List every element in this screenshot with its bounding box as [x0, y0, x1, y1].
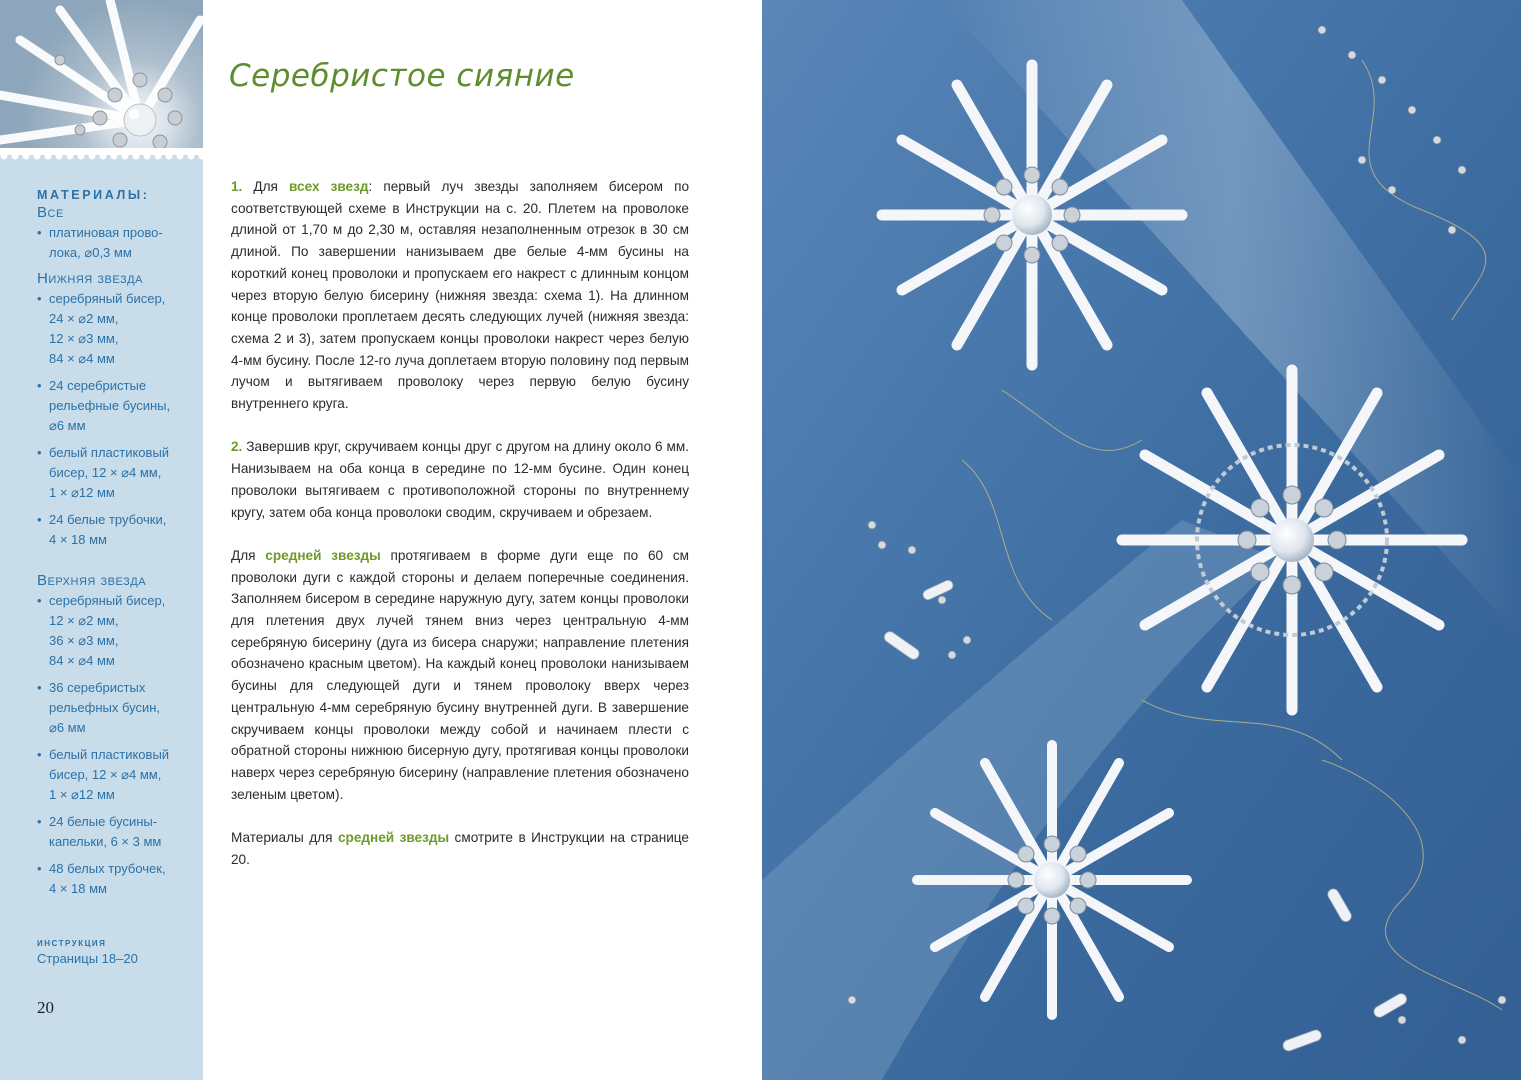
page-number: 20: [37, 998, 54, 1017]
text-run: Материалы для: [231, 830, 338, 846]
list-item: • 48 белых трубочек, 4 × 18 мм: [37, 859, 197, 899]
text-run: смотрите в Инструкции на странице 20.: [231, 830, 689, 867]
highlight-all-stars: всех звезд: [289, 179, 369, 194]
group-bottom-star-items: [37, 289, 197, 550]
list-item: • 24 белые трубочки, 4 × 18 мм: [37, 510, 197, 550]
text-run: Завершив круг, скручиваем концы друг с другом на длину около 6 мм. Нанизываем на оба конца в середине по 12-мм бусине. Один конец проволоки вытягиваем с противоположной стороны по внутреннему кругу, затем оба конца проволоки сводим, скручиваем и обрезаем.: [231, 439, 689, 520]
paragraph-2: [231, 436, 689, 523]
list-item: • платиновая прово- лока, ⌀0,3 мм: [37, 223, 197, 263]
paragraph-3: [231, 545, 689, 805]
page-title: Серебристое сияние: [229, 58, 575, 94]
list-item: • 24 серебристые рельефные бусины, ⌀6 мм: [37, 376, 197, 436]
group-title-bottom-star: Нижняя звезда: [37, 270, 143, 287]
materials-sidebar: [0, 0, 203, 1080]
highlight-middle-star: средней звезды: [265, 547, 381, 563]
materials-list: [37, 188, 197, 906]
list-item: • 36 серебристых рельефных бусин, ⌀6 мм: [37, 678, 197, 738]
instruction-label: инструкция: [37, 937, 107, 949]
list-item: • серебряный бисер, 24 × ⌀2 мм, 12 × ⌀3 мм, 84 × ⌀4 мм: [37, 289, 197, 369]
list-item: • белый пластиковый бисер, 12 × ⌀4 мм, 1 × ⌀12 мм: [37, 443, 197, 503]
text-run: протягиваем в форме дуги еще по 60 см проволоки дуги с каждой стороны и делаем поперечные соединения. Заполняем бисером в середине наружную дугу, затем концы проволоки для плетения двух лучей тянем вниз через центральную 4-мм серебряную бисерину (дуга из бисера снаружи; направление плетения обозначено красным цветом). На каждый конец проволоки нанизываем бусины для следующей дуги и тянем проволоку вверх через центральную 4-мм серебряную бусину внутренней дуги. В завершение скручиваем концы проволоки между собой и начинаем плести с обратной стороны нижнюю бисерную дугу, протягивая концы проволоки наверх через серебряную бисерину (направление плетения обозначено зеленым цветом).: [231, 547, 689, 802]
instructions-body: [231, 176, 689, 892]
step-number: 1.: [231, 179, 243, 194]
text-run: : первый луч звезды заполняем бисером по соответствующей схеме в Инструкции на с. 20. Плетем на проволоке длиной от 1,70 м до 2,30 м, оставляя незаполненным отрезок в 30 см длиной. По завершении нанизываем две белые 4-мм бусины на короткий конец проволоки и пропускаем его накрест с длинным концом через вторую белую бисерину (нижняя звезда: схема 1). На длинном конце проволоки проплетаем десять следующих лучей (нижняя звезда: схема 2 и 3), затем пропускаем концы проволоки накрест через белую 4-мм бусину. После 12-го луча доплетаем вторую половину под первым лучом и вытягиваем проволоку через первую белую бусину внутреннего круга.: [231, 179, 690, 412]
group-top-star-items: [37, 591, 197, 899]
step-number: 2.: [231, 439, 243, 455]
instruction-reference: [37, 937, 197, 966]
instruction-pages: Страницы 18–20: [37, 951, 138, 966]
list-item: • серебряный бисер, 12 × ⌀2 мм, 36 × ⌀3 мм, 84 × ⌀4 мм: [37, 591, 197, 671]
beaded-stars-photo: [762, 0, 1521, 1080]
paragraph-1: [231, 176, 689, 415]
group-title-all: Все: [37, 204, 64, 221]
group-title-top-star: Верхняя звезда: [37, 572, 147, 589]
list-item: • белый пластиковый бисер, 12 × ⌀4 мм, 1 × ⌀12 мм: [37, 745, 197, 805]
group-all-items: [37, 223, 197, 263]
thumbnail-star-photo: [0, 0, 203, 155]
perforated-edge: [0, 148, 203, 162]
highlight-middle-star: средней звезды: [337, 830, 450, 846]
text-run: Для: [231, 547, 266, 563]
materials-heading: МАТЕРИАЛЫ:: [37, 188, 150, 202]
text-run: Для: [253, 179, 289, 194]
paragraph-4: [231, 827, 689, 870]
list-item: • 24 белые бусины- капельки, 6 × 3 мм: [37, 812, 197, 852]
